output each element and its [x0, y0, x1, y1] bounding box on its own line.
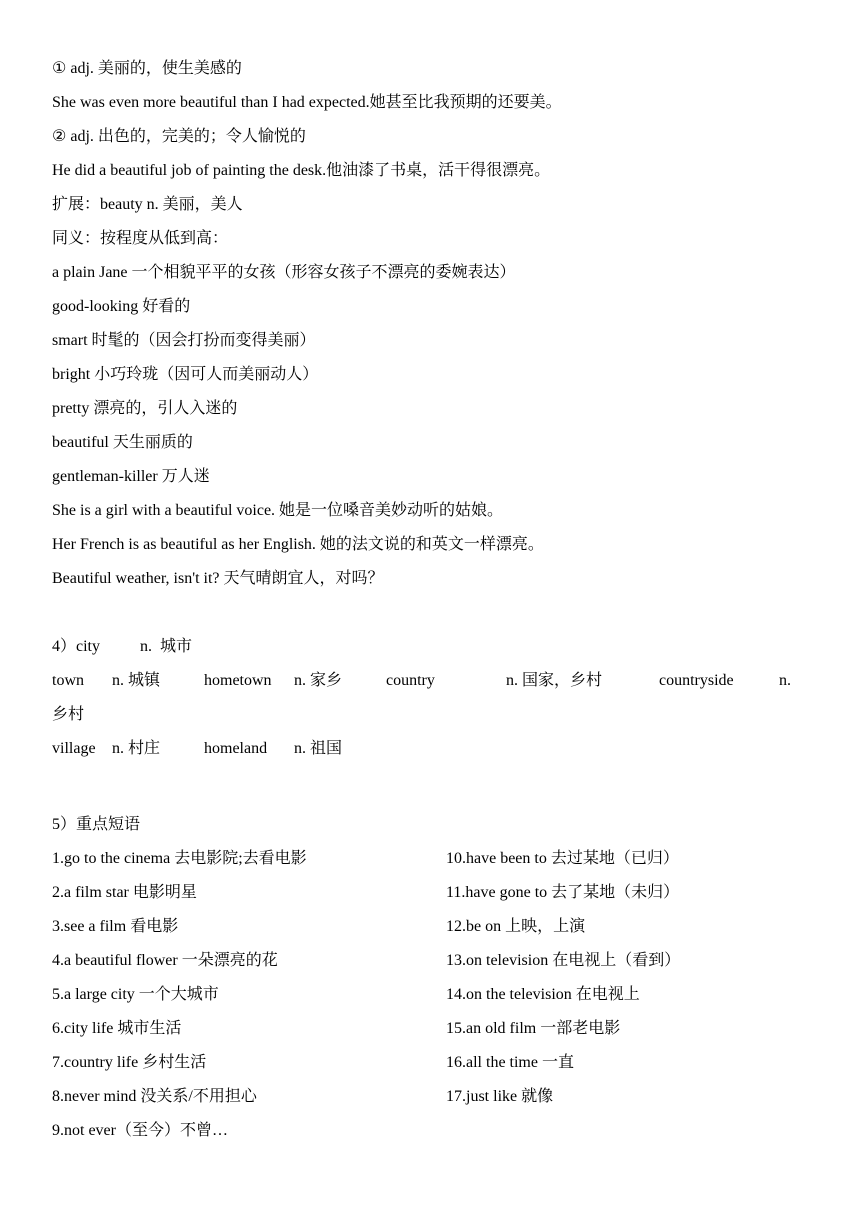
- phrase-item: 8.never mind 没关系/不用担心: [52, 1088, 257, 1105]
- synonym-item: a plain Jane 一个相貌平平的女孩（形容女孩子不漂亮的委婉表达）: [52, 264, 516, 281]
- phrase-item: 6.city life 城市生活: [52, 1020, 182, 1037]
- section-heading: 4）city n. 城市: [52, 638, 192, 655]
- phrase-item: 11.have gone to 去了某地（未归）: [446, 884, 680, 901]
- city-section: [52, 636, 812, 772]
- section-heading: 5）重点短语: [52, 816, 141, 833]
- phrase-item: 13.on television 在电视上（看到）: [446, 952, 681, 969]
- synonym-item: pretty 漂亮的，引人入迷的: [52, 400, 238, 417]
- vocab-definition: n.: [779, 672, 791, 689]
- phrases-section: [52, 814, 812, 1154]
- phrase-item: 16.all the time 一直: [446, 1054, 574, 1071]
- phrase-column-right: [446, 848, 826, 1120]
- synonym-item: bright 小巧玲珑（因可人而美丽动人）: [52, 366, 319, 383]
- synonym-item: smart 时髦的（因会打扮而变得美丽）: [52, 332, 316, 349]
- vocab-row: [52, 670, 812, 704]
- example-sentence: Her French is as beautiful as her English. 她的法文说的和英文一样漂亮。: [52, 536, 544, 553]
- example-sentence: She is a girl with a beautiful voice. 她是一位嗓音美妙动听的姑娘。: [52, 502, 504, 519]
- spacer: [52, 806, 812, 814]
- synonym-item: gentleman-killer 万人迷: [52, 468, 210, 485]
- document-page: [52, 58, 812, 1154]
- beautiful-section: [52, 58, 812, 602]
- phrase-item: 10.have been to 去过某地（已归）: [446, 850, 679, 867]
- example-sentence: She was even more beautiful than I had expected.她甚至比我预期的还要美。: [52, 94, 562, 111]
- vocab-word: hometown: [204, 672, 272, 689]
- synonym-item: good-looking 好看的: [52, 298, 191, 315]
- synonym-item: beautiful 天生丽质的: [52, 434, 193, 451]
- phrase-item: 5.a large city 一个大城市: [52, 986, 219, 1003]
- extension-line: 扩展：beauty n. 美丽，美人: [52, 196, 243, 213]
- definition-line: ① adj. 美丽的，使生美感的: [52, 60, 242, 77]
- vocab-word: country: [386, 672, 435, 689]
- phrase-item: 9.not ever（至今）不曾…: [52, 1122, 228, 1139]
- vocab-word: town: [52, 672, 84, 689]
- spacer: [52, 602, 812, 636]
- vocab-definition-wrap: 乡村: [52, 706, 85, 723]
- spacer: [52, 772, 812, 806]
- phrase-item: 1.go to the cinema 去电影院;去看电影: [52, 850, 307, 867]
- phrase-item: 15.an old film 一部老电影: [446, 1020, 621, 1037]
- example-sentence: He did a beautiful job of painting the desk.他油漆了书桌，活干得很漂亮。: [52, 162, 551, 179]
- phrase-grid: [52, 848, 812, 1154]
- vocab-definition: n. 村庄: [112, 740, 161, 757]
- phrase-item: 3.see a film 看电影: [52, 918, 179, 935]
- phrase-item: 4.a beautiful flower 一朵漂亮的花: [52, 952, 278, 969]
- vocab-definition: n. 祖国: [294, 740, 343, 757]
- vocab-definition: n. 城镇: [112, 672, 161, 689]
- synonym-heading: 同义：按程度从低到高：: [52, 230, 229, 247]
- definition-line: ② adj. 出色的，完美的；令人愉悦的: [52, 128, 306, 145]
- vocab-word: countryside: [659, 672, 734, 689]
- phrase-item: 14.on the television 在电视上: [446, 986, 640, 1003]
- example-sentence: Beautiful weather, isn't it? 天气晴朗宜人，对吗？: [52, 570, 384, 587]
- vocab-definition: n. 国家，乡村: [506, 672, 603, 689]
- vocab-word: homeland: [204, 740, 268, 757]
- phrase-column-left: [52, 848, 432, 1154]
- vocab-definition: n. 家乡: [294, 672, 343, 689]
- phrase-item: 12.be on 上映，上演: [446, 918, 586, 935]
- phrase-item: 7.country life 乡村生活: [52, 1054, 207, 1071]
- vocab-row: [52, 738, 812, 772]
- phrase-item: 2.a film star 电影明星: [52, 884, 197, 901]
- vocab-word: village: [52, 740, 96, 757]
- phrase-item: 17.just like 就像: [446, 1088, 554, 1105]
